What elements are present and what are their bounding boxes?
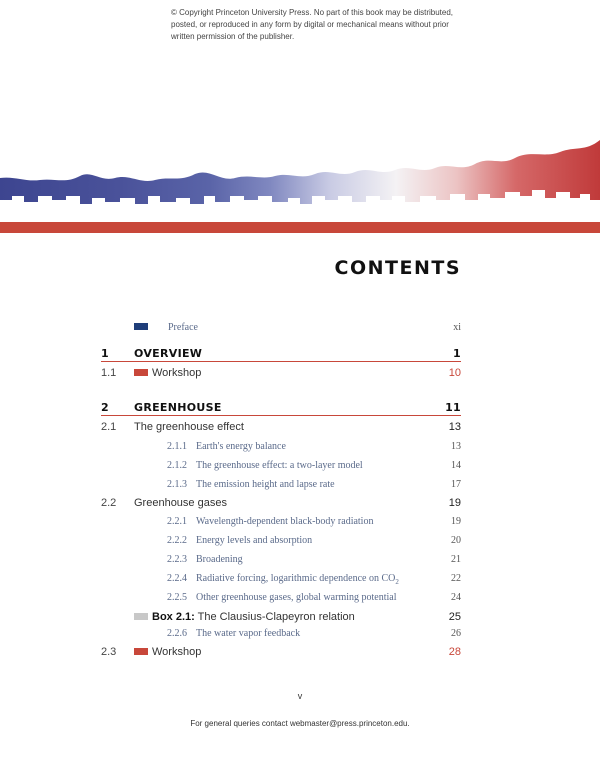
- entry-label: The emission height and lapse rate: [196, 479, 335, 490]
- subsection-number: 2.2.2: [167, 535, 187, 546]
- toc-chapter-1[interactable]: [101, 347, 461, 365]
- toc-entry-2-3[interactable]: [101, 646, 461, 664]
- chapter-number: 2: [101, 401, 109, 414]
- box-prefix: Box 2.1:: [152, 611, 195, 623]
- subsection-number: 2.2.1: [167, 516, 187, 527]
- blue-marker-icon: [134, 323, 148, 330]
- subsection-number: 2.2.5: [167, 592, 187, 603]
- chapter-rule: [101, 415, 461, 416]
- toc-entry-2-2-1[interactable]: [101, 516, 461, 534]
- temperature-stripes-banner: [0, 138, 600, 210]
- subsection-number: 2.1.1: [167, 441, 187, 452]
- chapter-title: GREENHOUSE: [134, 401, 222, 414]
- subsection-number: 2.1.2: [167, 460, 187, 471]
- entry-label: Broadening: [196, 554, 243, 565]
- toc-entry-2-2-4[interactable]: [101, 573, 461, 591]
- chapter-title: OVERVIEW: [134, 347, 203, 360]
- toc-entry-box-2-1[interactable]: [101, 611, 461, 629]
- page-number: 13: [451, 441, 461, 452]
- red-marker-icon: [134, 369, 148, 376]
- entry-label: Earth's energy balance: [196, 441, 286, 452]
- page-number: 19: [448, 497, 461, 509]
- entry-label: Radiative forcing, logarithmic dependence on CO: [196, 573, 396, 584]
- entry-label: Workshop: [152, 646, 202, 658]
- subscript: 2: [395, 578, 399, 586]
- toc-entry-2-1[interactable]: [101, 421, 461, 439]
- entry-label: The water vapor feedback: [196, 628, 301, 639]
- page-number: 25: [448, 611, 461, 623]
- gray-marker-icon: [134, 613, 148, 620]
- entry-label: The greenhouse effect: a two-layer model: [196, 460, 363, 471]
- toc-entry-2-2-3[interactable]: [101, 554, 461, 572]
- toc-entry-2-2-2[interactable]: [101, 535, 461, 553]
- footer-contact: For general queries contact webmaster@press.princeton.edu.: [190, 719, 410, 728]
- page-number: 1: [453, 347, 461, 360]
- toc-entry-2-2-5[interactable]: [101, 592, 461, 610]
- entry-label: The greenhouse effect: [134, 421, 244, 433]
- page-number: 14: [451, 460, 461, 471]
- chapter-rule: [101, 361, 461, 362]
- section-number: 1.1: [101, 367, 117, 379]
- red-marker-icon: [134, 648, 148, 655]
- section-number: 2.1: [101, 421, 117, 433]
- entry-label: The Clausius-Clapeyron relation: [197, 611, 355, 623]
- page-number: 28: [448, 646, 461, 658]
- page-number: 11: [445, 401, 461, 414]
- entry-label: Greenhouse gases: [134, 497, 227, 509]
- page-number: 21: [451, 554, 461, 565]
- toc-entry-2-1-1[interactable]: [101, 441, 461, 459]
- entry-label: Wavelength-dependent black-body radiation: [196, 516, 374, 527]
- page-folio: v: [297, 691, 303, 701]
- toc-entry-2-1-3[interactable]: [101, 479, 461, 497]
- subsection-number: 2.1.3: [167, 479, 187, 490]
- page-number: 24: [451, 592, 461, 603]
- page-number: 13: [448, 421, 461, 433]
- page-number: 22: [451, 573, 461, 584]
- entry-label: Energy levels and absorption: [196, 535, 313, 546]
- header-rule: [0, 222, 600, 233]
- page-number: 17: [451, 479, 461, 490]
- toc-entry-2-2[interactable]: [101, 497, 461, 515]
- page-number: 19: [451, 516, 461, 527]
- subsection-number: 2.2.6: [167, 628, 187, 639]
- toc-entry-2-2-6[interactable]: [101, 628, 461, 646]
- entry-label: Preface: [168, 322, 198, 333]
- page-title: CONTENTS: [334, 257, 461, 279]
- entry-label: Workshop: [152, 367, 202, 379]
- chapter-number: 1: [101, 347, 109, 360]
- page-number: 20: [451, 535, 461, 546]
- page-number: 10: [448, 367, 461, 379]
- copyright-notice: © Copyright Princeton University Press. No part of this book may be distributed, posted, or reproduced in any form by digital or mechanical means without prior written permission of the publisher.: [171, 8, 454, 41]
- section-number: 2.2: [101, 497, 117, 509]
- toc-entry-2-1-2[interactable]: [101, 460, 461, 478]
- page-number: xi: [453, 322, 461, 333]
- subsection-number: 2.2.3: [167, 554, 187, 565]
- page-number: 26: [451, 628, 461, 639]
- toc-chapter-2[interactable]: [101, 401, 461, 419]
- section-number: 2.3: [101, 646, 117, 658]
- entry-label: Other greenhouse gases, global warming potential: [196, 592, 397, 603]
- toc-entry-preface[interactable]: [101, 322, 461, 340]
- subsection-number: 2.2.4: [167, 573, 187, 584]
- toc-entry-1-1[interactable]: [101, 367, 461, 385]
